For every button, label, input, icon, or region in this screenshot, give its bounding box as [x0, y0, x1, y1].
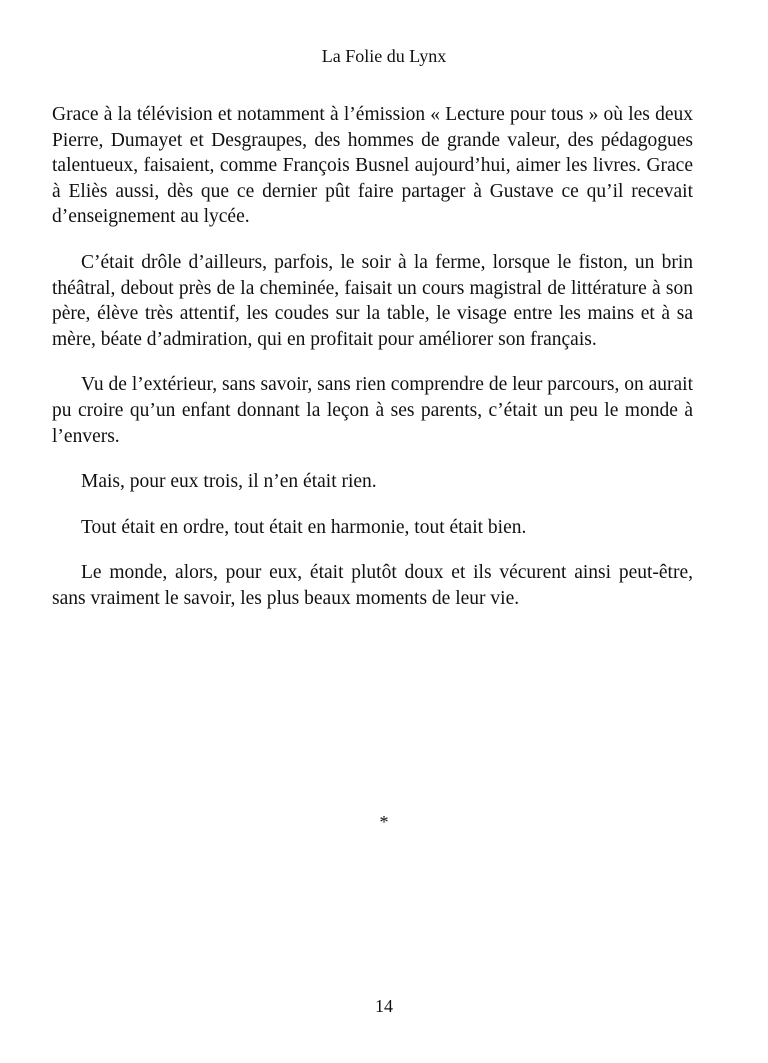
paragraph: Grace à la télévision et notamment à l’émission « Lecture pour tous » où les deux Pierre, Dumayet et Desgraupes, des hommes de grande valeur, des pédagogues talentueux, faisaient, comme François Busnel aujourd’hui, aimer les livres. Grace à Eliès aussi, dès que ce dernier pût faire partager à Gustave ce qu’il recevait d’enseignement au lycée.: [52, 104, 693, 228]
scene-break-asterisk: *: [379, 812, 389, 832]
body-text: [52, 102, 693, 632]
page-number: 14: [375, 996, 393, 1016]
paragraph: C’était drôle d’ailleurs, parfois, le soir à la ferme, lorsque le fiston, un brin théâtral, debout près de la cheminée, faisait un cours magistral de littérature à son père, élève très attentif, les coudes sur la table, le visage entre les mains et à sa mère, béate d’admiration, qui en profitait pour améliorer son français.: [52, 251, 693, 350]
paragraph: Le monde, alors, pour eux, était plutôt doux et ils vécurent ainsi peut-être, sans vraiment le savoir, les plus beaux moments de leur vie.: [52, 562, 693, 609]
running-header-title: La Folie du Lynx: [321, 46, 447, 66]
paragraph: Vu de l’extérieur, sans savoir, sans rien comprendre de leur parcours, on aurait pu croire qu’un enfant donnant la leçon à ses parents, c’était un peu le monde à l’envers.: [52, 374, 693, 447]
paragraph: Tout était en ordre, tout était en harmonie, tout était bien.: [81, 516, 527, 538]
paragraph: Mais, pour eux trois, il n’en était rien.: [81, 471, 377, 493]
